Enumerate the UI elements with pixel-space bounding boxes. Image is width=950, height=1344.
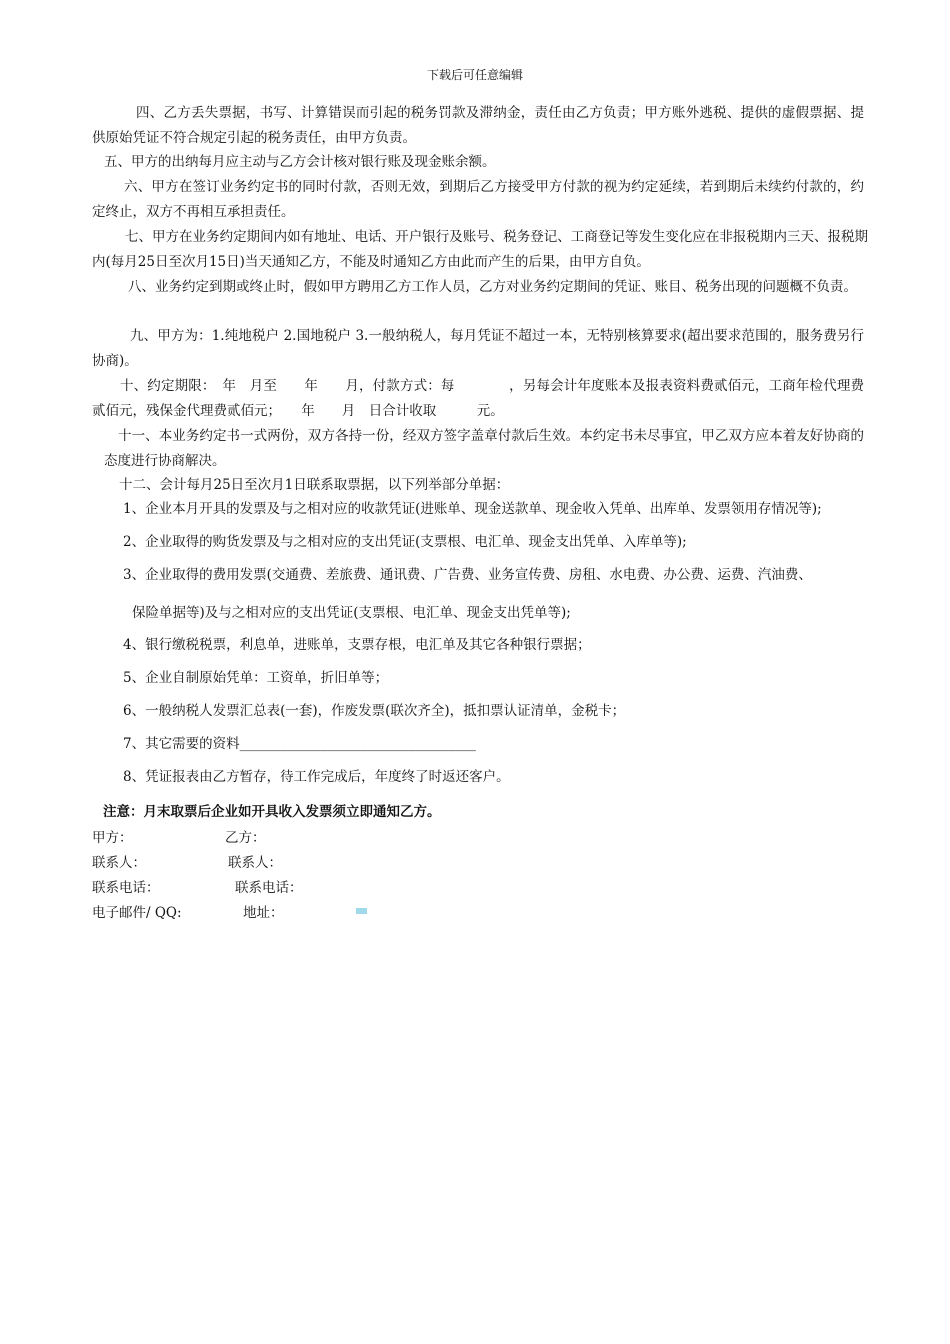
list-item-continuation: 保险单据等)及与之相对应的支出凭证(支票根、电汇单、现金支出凭单等); [132,605,571,621]
list-item: 5、企业自制原始凭单：工资单，折旧单等； [123,670,389,686]
list-item: 7、其它需要的资料___________________________________ [123,736,476,752]
contact-a-label: 联系人： [92,855,146,871]
phone-b-label: 联系电话： [235,880,303,896]
clause-5: 五、甲方的出纳每月应主动与乙方会计核对银行账及现金账余额。 [104,154,496,170]
party-b-label: 乙方： [225,830,266,846]
clause-7: 七、甲方在业务约定期间内如有地址、电话、开户银行及账号、税务登记、工商登记等发生变化应在非报税期内三天、报税期内(每月25日至次月15日)当天通知乙方，不能及时通知乙方由此而产生的后果，由甲方自负。 [92,229,868,270]
contact-b-label: 联系人： [228,855,282,871]
list-item: 4、银行缴税税票，利息单，进账单，支票存根，电汇单及其它各种银行票据； [123,637,591,653]
clause-8: 八、业务约定到期或终止时，假如甲方聘用乙方工作人员，乙方对业务约定期间的凭证、账目、税务出现的问题概不负责。 [128,279,857,295]
party-a-label: 甲方： [92,830,133,846]
email-qq-label: 电子邮件/ QQ: [92,905,182,921]
page-header: 下载后可任意编辑 [426,68,523,82]
clause-11: 十一、本业务约定书一式两份，双方各持一份，经双方签字盖章付款后生效。本约定书未尽事宜，甲乙双方应本着友好协商的态度进行协商解决。 [104,428,864,469]
phone-a-label: 联系电话： [92,880,160,896]
list-item: 1、企业本月开具的发票及与之相对应的收款凭证(进账单、现金送款单、现金收入凭单、出库单、发票领用存情况等); [123,501,822,517]
list-item: 2、企业取得的购货发票及与之相对应的支出凭证(支票根、电汇单、现金支出凭单、入库单等); [123,534,687,550]
clause-6: 六、甲方在签订业务约定书的同时付款，否则无效，到期后乙方接受甲方付款的视为约定延续，若到期后未续约付款的，约定终止，双方不再相互承担责任。 [92,179,864,220]
list-item: 8、凭证报表由乙方暂存，待工作完成后，年度终了时返还客户。 [123,769,510,785]
clause-12: 十二、会计每月25日至次月1日联系取票据，以下列举部分单据： [119,477,510,493]
clause-4: 四、乙方丢失票据，书写、计算错误而引起的税务罚款及滞纳金，责任由乙方负责；甲方账外逃税、提供的虚假票据、提供原始凭证不符合规定引起的税务责任，由甲方负责。 [92,105,864,146]
notice-text: 注意：月末取票后企业如开具收入发票须立即通知乙方。 [103,804,441,820]
clause-9: 九、甲方为：1.纯地税户 2.国地税户 3.一般纳税人，每月凭证不超过一本，无特别核算要求(超出要求范围的，服务费另行协商)。 [92,328,864,369]
highlight-marker [356,908,367,914]
address-label: 地址： [243,905,284,921]
clause-10: 十、约定期限： 年 月至 年 月，付款方式：每 ，另每会计年度账本及报表资料费贰佰元，工商年检代理费贰佰元，残保金代理费贰佰元； 年 月 日合计收取 元。 [92,378,864,419]
list-item: 6、一般纳税人发票汇总表(一套)，作废发票(联次齐全)，抵扣票认证清单，金税卡； [123,703,626,719]
list-item: 3、企业取得的费用发票(交通费、差旅费、通讯费、广告费、业务宣传费、房租、水电费、办公费、运费、汽油费、 [123,567,812,583]
